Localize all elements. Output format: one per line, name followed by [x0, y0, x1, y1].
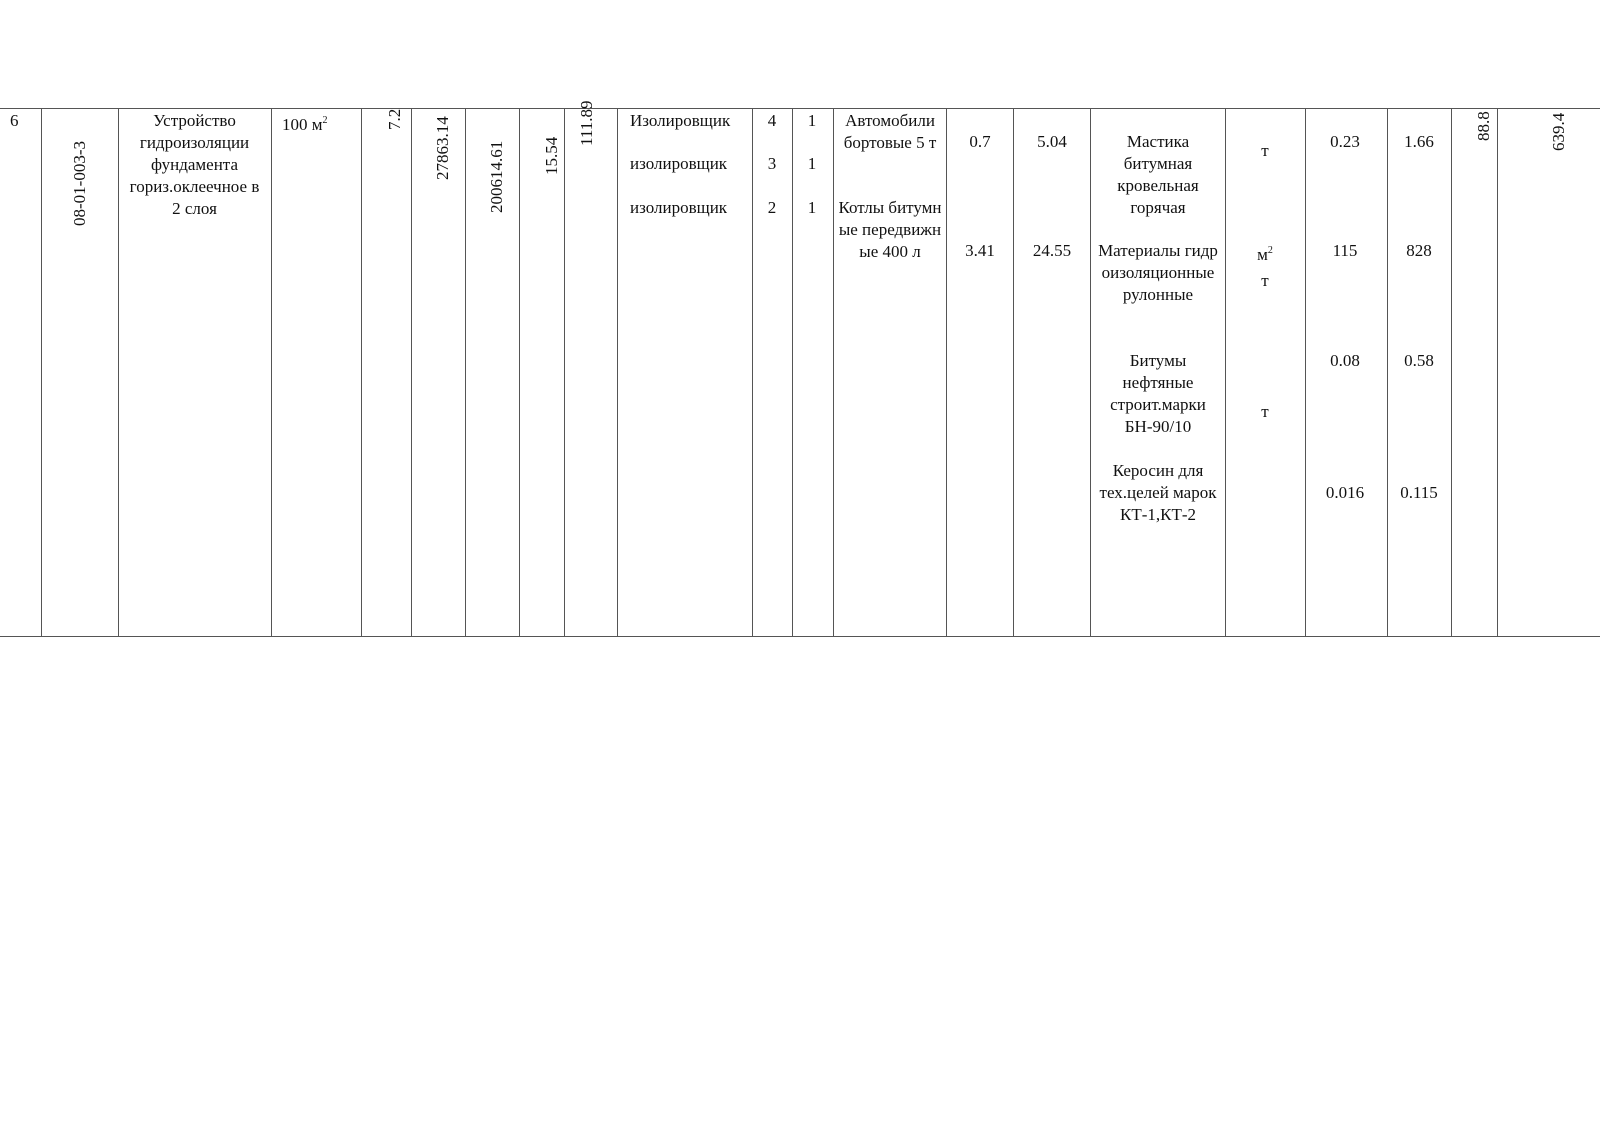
- measure-unit: 100 $м^2$: [282, 115, 328, 134]
- work-description: Устройство гидроизоляции фундамента гориз.оклеечное в 2 слоя: [129, 111, 260, 218]
- column-divider: [465, 108, 466, 636]
- column-divider: [271, 108, 272, 636]
- column-divider: [617, 108, 618, 636]
- material-unit: т: [1261, 271, 1269, 290]
- worker-count: 1: [807, 154, 817, 173]
- machine-norm-value: 15.54: [542, 136, 561, 175]
- material-total: 1.66: [1404, 132, 1434, 151]
- column-divider: [1225, 108, 1226, 636]
- material-norm: 0.23: [1330, 132, 1360, 151]
- machine-norm: 0.7: [969, 132, 991, 151]
- column-divider: [118, 108, 119, 636]
- machine-name: Автомобили бортовые 5 т: [843, 111, 937, 152]
- column-divider: [752, 108, 753, 636]
- machine-name: Котлы битумные передвижные 400 л: [838, 198, 942, 261]
- worker-count: 1: [807, 198, 817, 217]
- material-norm: 0.08: [1330, 351, 1360, 370]
- worker-count: 1: [807, 111, 817, 130]
- material-name: Мастика битумная кровельная горячая: [1117, 132, 1199, 217]
- material-norm: 115: [1332, 241, 1358, 260]
- column-divider: [361, 108, 362, 636]
- row-number: 6: [10, 111, 19, 130]
- column-divider: [1387, 108, 1388, 636]
- machine-total: 24.55: [1032, 241, 1072, 260]
- worker-profession: изолировщик: [630, 198, 728, 217]
- column-divider: [519, 108, 520, 636]
- material-norm: 0.016: [1325, 483, 1365, 502]
- column-divider: [833, 108, 834, 636]
- material-unit: т: [1261, 141, 1269, 160]
- material-total: 828: [1406, 241, 1432, 260]
- worker-profession: изолировщик: [630, 154, 728, 173]
- column-divider: [1305, 108, 1306, 636]
- machine-norm: 3.41: [965, 241, 995, 260]
- column-divider: [792, 108, 793, 636]
- column-divider: [1013, 108, 1014, 636]
- volume-value: 7.2: [385, 108, 404, 130]
- column-divider: [1497, 108, 1498, 636]
- column-divider: [41, 108, 42, 636]
- norm-code: 08-01-003-3: [70, 141, 89, 226]
- material-unit: $м^2$: [1257, 245, 1273, 264]
- material-total: 0.115: [1400, 483, 1438, 502]
- column-divider: [564, 108, 565, 636]
- worker-grade: 3: [767, 154, 777, 173]
- column-divider: [1451, 108, 1452, 636]
- material-unit: т: [1261, 402, 1269, 421]
- worker-grade: 2: [767, 198, 777, 217]
- column-divider: [1090, 108, 1091, 636]
- worker-grade: 4: [767, 111, 777, 130]
- column-divider: [411, 108, 412, 636]
- material-name: Материалы гидроизоляционные рулонные: [1098, 241, 1218, 304]
- labor-total-value: 200614.61: [487, 140, 506, 213]
- table-top-border: [0, 108, 1600, 109]
- column-divider: [946, 108, 947, 636]
- column-20-value: 639.4: [1549, 112, 1568, 151]
- material-name: Керосин для тех.целей марок КТ-1,КТ-2: [1099, 461, 1217, 524]
- machine-total: 5.04: [1037, 132, 1067, 151]
- machine-total-value: 111.89: [577, 100, 596, 146]
- column-19-value: 88.8: [1474, 111, 1493, 141]
- material-total: 0.58: [1404, 351, 1434, 370]
- worker-profession: Изолировщик: [630, 111, 731, 130]
- table-bottom-border: [0, 636, 1600, 637]
- material-name: Битумы нефтяные строит.марки БН-90/10: [1110, 351, 1206, 436]
- labor-norm-value: 27863.14: [433, 116, 452, 180]
